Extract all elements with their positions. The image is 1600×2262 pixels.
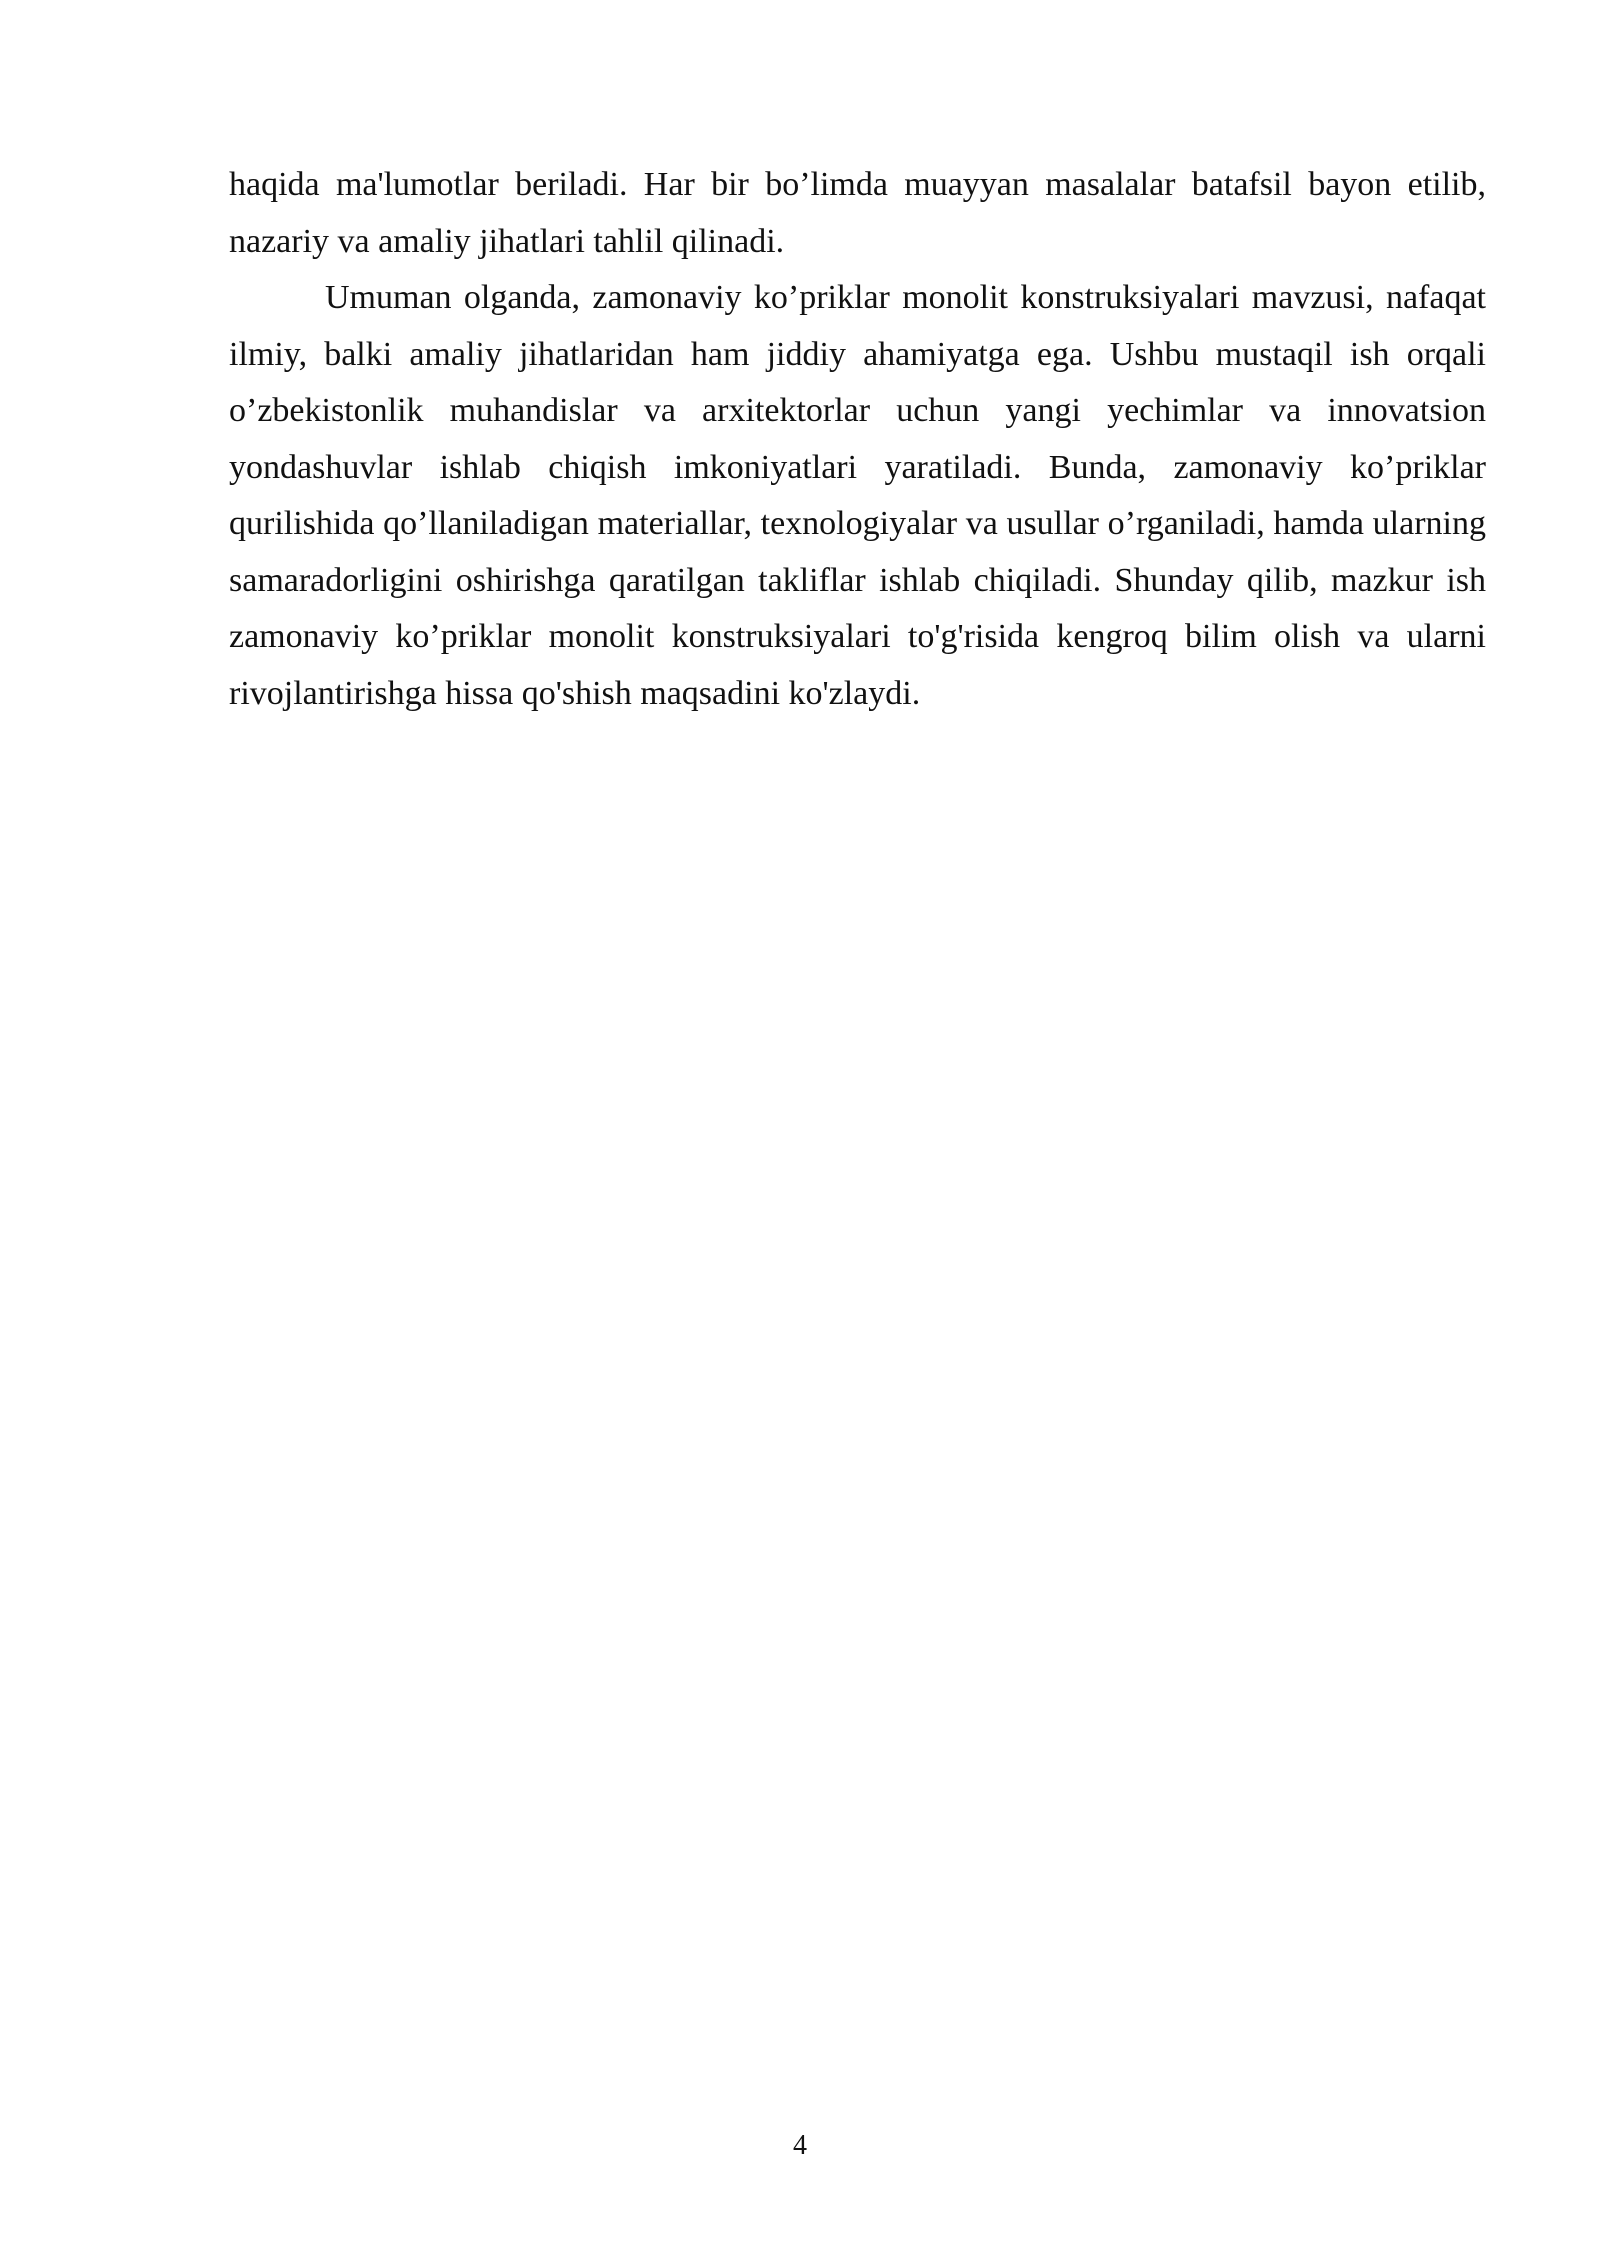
paragraph-summary: Umuman olganda, zamonaviy ko’priklar monolit konstruksiyalari mavzusi, nafaqat ilmiy, balki amaliy jihatlaridan ham jiddiy ahamiyatga ega. Ushbu mustaqil ish orqali o’zbekistonlik muhandislar va arxitektorlar uchun yangi yechimlar va innovatsion yondashuvlar ishlab chiqish imkoniyatlari yaratiladi. Bunda, zamonaviy ko’priklar qurilishida qo’llaniladigan materiallar, texnologiyalar va usullar o’rganiladi, hamda ularning samaradorligini oshirishga qaratilgan takliflar ishlab chiqiladi. Shunday qilib, mazkur ish zamonaviy ko’priklar monolit konstruksiyalari to'g'risida kengroq bilim olish va ularni rivojlantirishga hissa qo'shish maqsadini ko'zlaydi. <box>229 279 1486 712</box>
body-text <box>229 157 1486 722</box>
page-number: 4 <box>793 2130 807 2161</box>
paragraph-continuation: haqida ma'lumotlar beriladi. Har bir bo’limda muayyan masalalar batafsil bayon etilib, nazariy va amaliy jihatlari tahlil qilinadi. <box>229 166 1486 260</box>
